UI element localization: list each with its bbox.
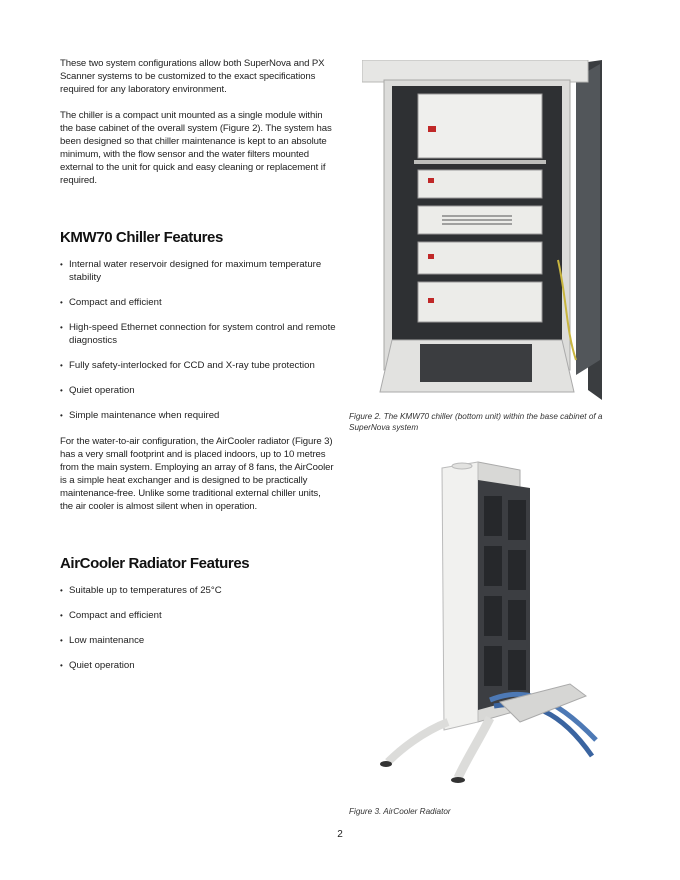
intro-paragraph-2: The chiller is a compact unit mounted as a single module within the base cabinet of the overall system (Figure 2). The system has been designed so that chiller maintenance is kept to an absolute minimum, with the flow sensor and the water filters mounted external to the unit for quick and easy cleaning or replacement if required. (60, 110, 332, 186)
foot (451, 777, 465, 783)
rack-module (418, 242, 542, 274)
rack-module (418, 170, 542, 198)
left-leg (388, 722, 448, 762)
foot (380, 761, 392, 767)
aircooler-heading: AirCooler Radiator Features (60, 555, 250, 572)
figure-2-caption: Figure 2. The KMW70 chiller (bottom unit) within the base cabinet of a SuperNova system (349, 412, 603, 432)
feature-item: • Fully safety-interlocked for CCD and X-ray tube protection (60, 359, 340, 372)
top-unit (418, 94, 542, 158)
cabinet-roof (362, 60, 588, 82)
base-recess (420, 344, 532, 382)
feature-item: • Quiet operation (60, 659, 340, 672)
feature-item: • Simple maintenance when required (60, 409, 340, 422)
kmw70-feature-list (60, 258, 340, 434)
feature-item: • Quiet operation (60, 384, 340, 397)
module-indicator (428, 178, 434, 183)
feature-item: • High-speed Ethernet connection for system control and remote diagnostics (60, 321, 340, 347)
aircooler-feature-list (60, 584, 340, 684)
feature-item: • Compact and efficient (60, 296, 340, 309)
feature-item: • Suitable up to temperatures of 25°C (60, 584, 340, 597)
water-to-air-paragraph: For the water-to-air configuration, the AirCooler radiator (Figure 3) has a very small footprint and is placed indoors, up to 10 metres from the main system. Employing an array of 8 fans, the AirCooler is a simple heat exchanger and is designed to be practically maintenance-free. Unlike some traditional external chiller units, the air cooler is almost silent when in operation. (60, 436, 334, 512)
intro-paragraph-1: These two system configurations allow both SuperNova and PX Scanner systems to be customized to the exact specifications required for any laboratory environment. (60, 58, 325, 95)
top-port (452, 463, 472, 469)
figure-3-caption: Figure 3. AirCooler Radiator (349, 807, 451, 816)
feature-item: • Compact and efficient (60, 609, 340, 622)
kmw70-heading: KMW70 Chiller Features (60, 229, 223, 246)
figure-3-aircooler-image (370, 460, 600, 790)
page-number: 2 (337, 829, 343, 840)
feature-item: • Internal water reservoir designed for maximum temperature stability (60, 258, 340, 284)
top-unit-indicator (428, 126, 436, 132)
chiller-indicator (428, 298, 434, 303)
radiator-front-frame (442, 462, 478, 730)
rack-rail (414, 160, 546, 164)
figure-2-cabinet-image (362, 60, 602, 400)
feature-item: • Low maintenance (60, 634, 340, 647)
center-leg (458, 718, 490, 778)
kmw70-chiller-unit (418, 282, 542, 322)
module-indicator (428, 254, 434, 259)
cabinet-door-panel (576, 64, 600, 375)
